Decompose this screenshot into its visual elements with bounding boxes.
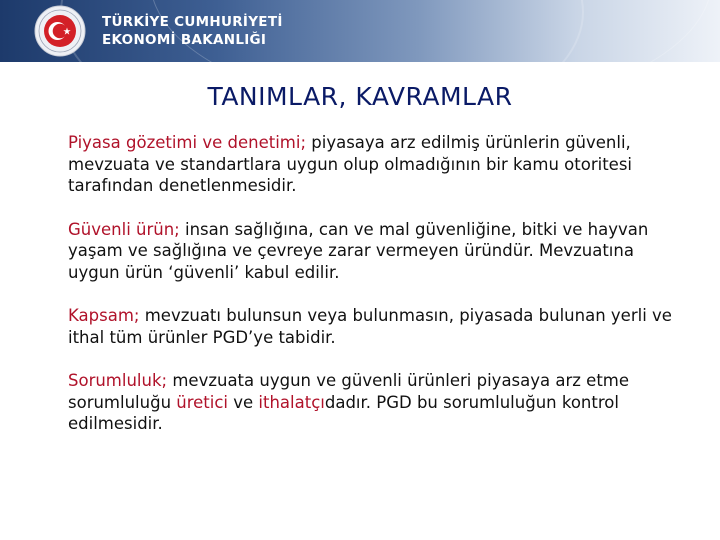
- definition-paragraph: [68, 219, 688, 284]
- definition-text: piyasaya arz edilmiş ürünlerin güvenli, mevzuata ve standartlara uygun olup olmadığının bir kamu otoritesi tarafından denetlenmesidir.: [68, 133, 633, 195]
- definition-term: Piyasa gözetimi ve denetimi;: [68, 133, 307, 152]
- definition-term: Sorumluluk;: [68, 371, 168, 390]
- ministry-name-line2: EKONOMİ BAKANLIĞI: [102, 32, 267, 48]
- highlight-importer: ithalatçı: [258, 392, 325, 412]
- definition-text: insan sağlığına, can ve mal güvenliğine, bitki ve hayvan yaşam ve sağlığına ve çevreye zarar vermeyen üründür. Mevzuatına uygun ürün ‘güvenli’ kabul edilir.: [68, 219, 649, 282]
- definition-text: ve: [228, 392, 259, 412]
- definition-term: Güvenli ürün;: [68, 219, 180, 239]
- definition-text: dadır. PGD bu sorumluluğun kontrol edilmesidir.: [68, 392, 619, 433]
- definition-paragraph: [68, 370, 688, 435]
- definition-text: mevzuatı bulunsun veya bulunmasın, piyasada bulunan yerli ve ithal tüm ürünler PGD’ye tabidir.: [68, 306, 672, 347]
- crescent-star-emblem: [34, 5, 86, 57]
- page-title: TANIMLAR, KAVRAMLAR: [207, 82, 513, 111]
- header-banner: [0, 0, 720, 62]
- highlight-producer: üretici: [176, 392, 229, 412]
- definition-paragraph: [68, 132, 688, 197]
- decorative-arc: [150, 0, 712, 62]
- definitions-body: [68, 132, 688, 457]
- ministry-name-line1: TÜRKİYE CUMHURİYETİ: [102, 14, 283, 30]
- definition-text: mevzuata uygun ve güvenli ürünleri piyasaya arz etme sorumluluğu: [68, 371, 630, 412]
- definition-term: Kapsam;: [68, 306, 140, 325]
- definition-paragraph: [68, 305, 688, 348]
